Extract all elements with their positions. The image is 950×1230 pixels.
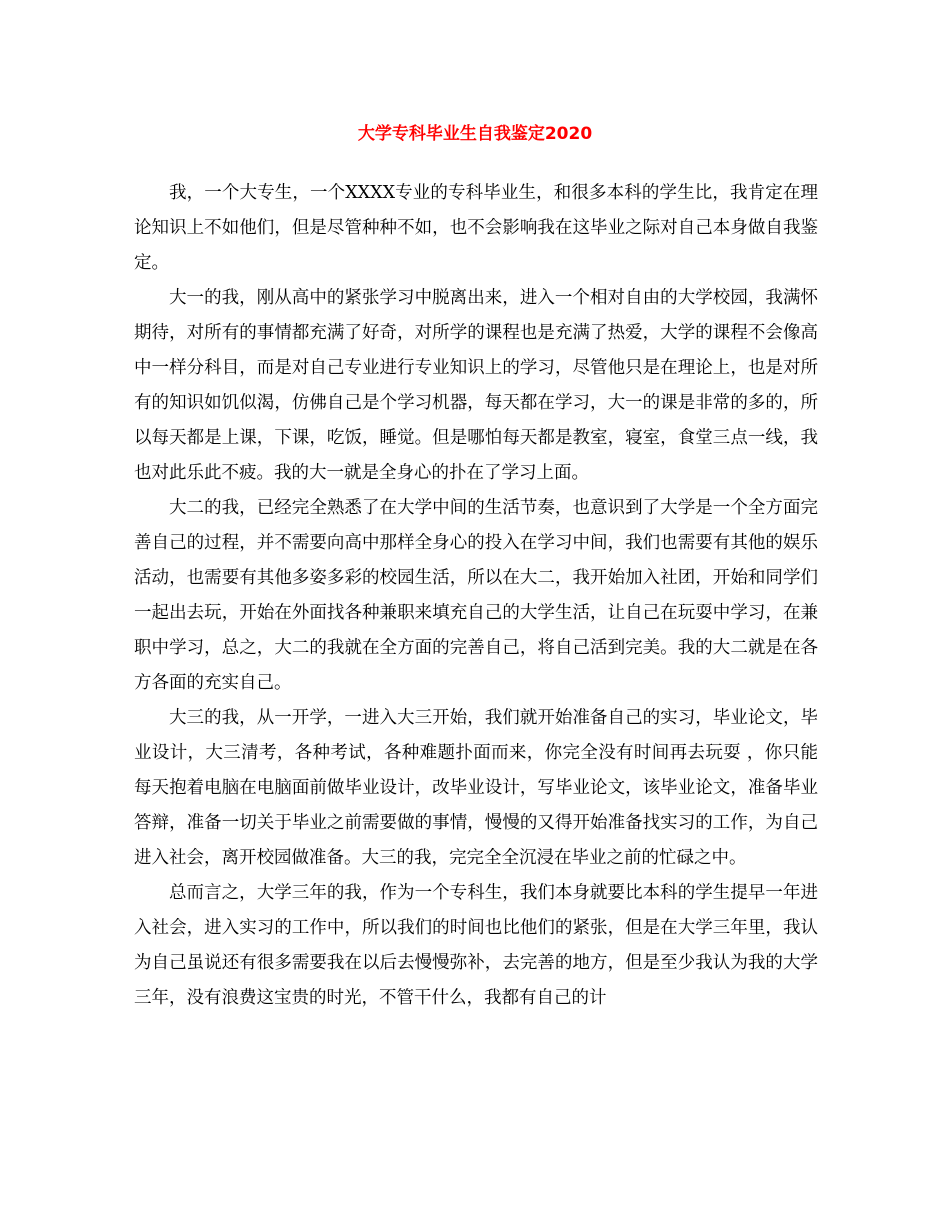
paragraph-year-three: 大三的我，从一开学，一进入大三开始，我们就开始准备自己的实习，毕业论文，毕业设计，大三清考，各种考试，各种难题扑面而来，你完全没有时间再去玩耍 ，你只能每天抱着电脑在电脑面前做毕业设计，改毕业设计，写毕业论文，该毕业论文，准备毕业答辩，准备一切关于毕业之前需要做的事情，慢慢的又得开始准备找实习的工作，为自己进入社会，离开校园做准备。大三的我，完完全全沉浸在毕业之前的忙碌之中。 xyxy=(134,708,818,868)
document-body xyxy=(134,176,818,1016)
document-title: 大学专科毕业生自我鉴定2020 xyxy=(357,124,593,144)
paragraph-summary: 总而言之，大学三年的我，作为一个专科生，我们本身就要比本科的学生提早一年进入社会，进入实习的工作中，所以我们的时间也比他们的紧张，但是在大学三年里，我认为自己虽说还有很多需要我在以后去慢慢弥补，去完善的地方，但是至少我认为我的大学三年，没有浪费这宝贵的时光，不管干什么，我都有自己的计 xyxy=(134,883,818,1008)
paragraph-year-two: 大二的我，已经完全熟悉了在大学中间的生活节奏，也意识到了大学是一个全方面完善自己的过程，并不需要向高中那样全身心的投入在学习中间，我们也需要有其他的娱乐活动，也需要有其他多姿多彩的校园生活，所以在大二，我开始加入社团，开始和同学们一起出去玩，开始在外面找各种兼职来填充自己的大学生活，让自己在玩耍中学习，在兼职中学习，总之，大二的我就在全方面的完善自己，将自己活到完美。我的大二就是在各方各面的充实自己。 xyxy=(134,498,818,693)
paragraph-year-one: 大一的我，刚从高中的紧张学习中脱离出来，进入一个相对自由的大学校园，我满怀期待，对所有的事情都充满了好奇，对所学的课程也是充满了热爱，大学的课程不会像高中一样分科目，而是对自己专业进行专业知识上的学习，尽管他只是在理论上，也是对所有的知识如饥似渴，仿佛自己是个学习机器，每天都在学习，大一的课是非常的多的，所以每天都是上课，下课，吃饭，睡觉。但是哪怕每天都是教室，寝室，食堂三点一线，我也对此乐此不疲。我的大一就是全身心的扑在了学习上面。 xyxy=(134,288,818,483)
paragraph-intro: 我，一个大专生，一个XXXX专业的专科毕业生，和很多本科的学生比，我肯定在理论知识上不如他们，但是尽管种种不如，也不会影响我在这毕业之际对自己本身做自我鉴定。 xyxy=(134,183,818,273)
